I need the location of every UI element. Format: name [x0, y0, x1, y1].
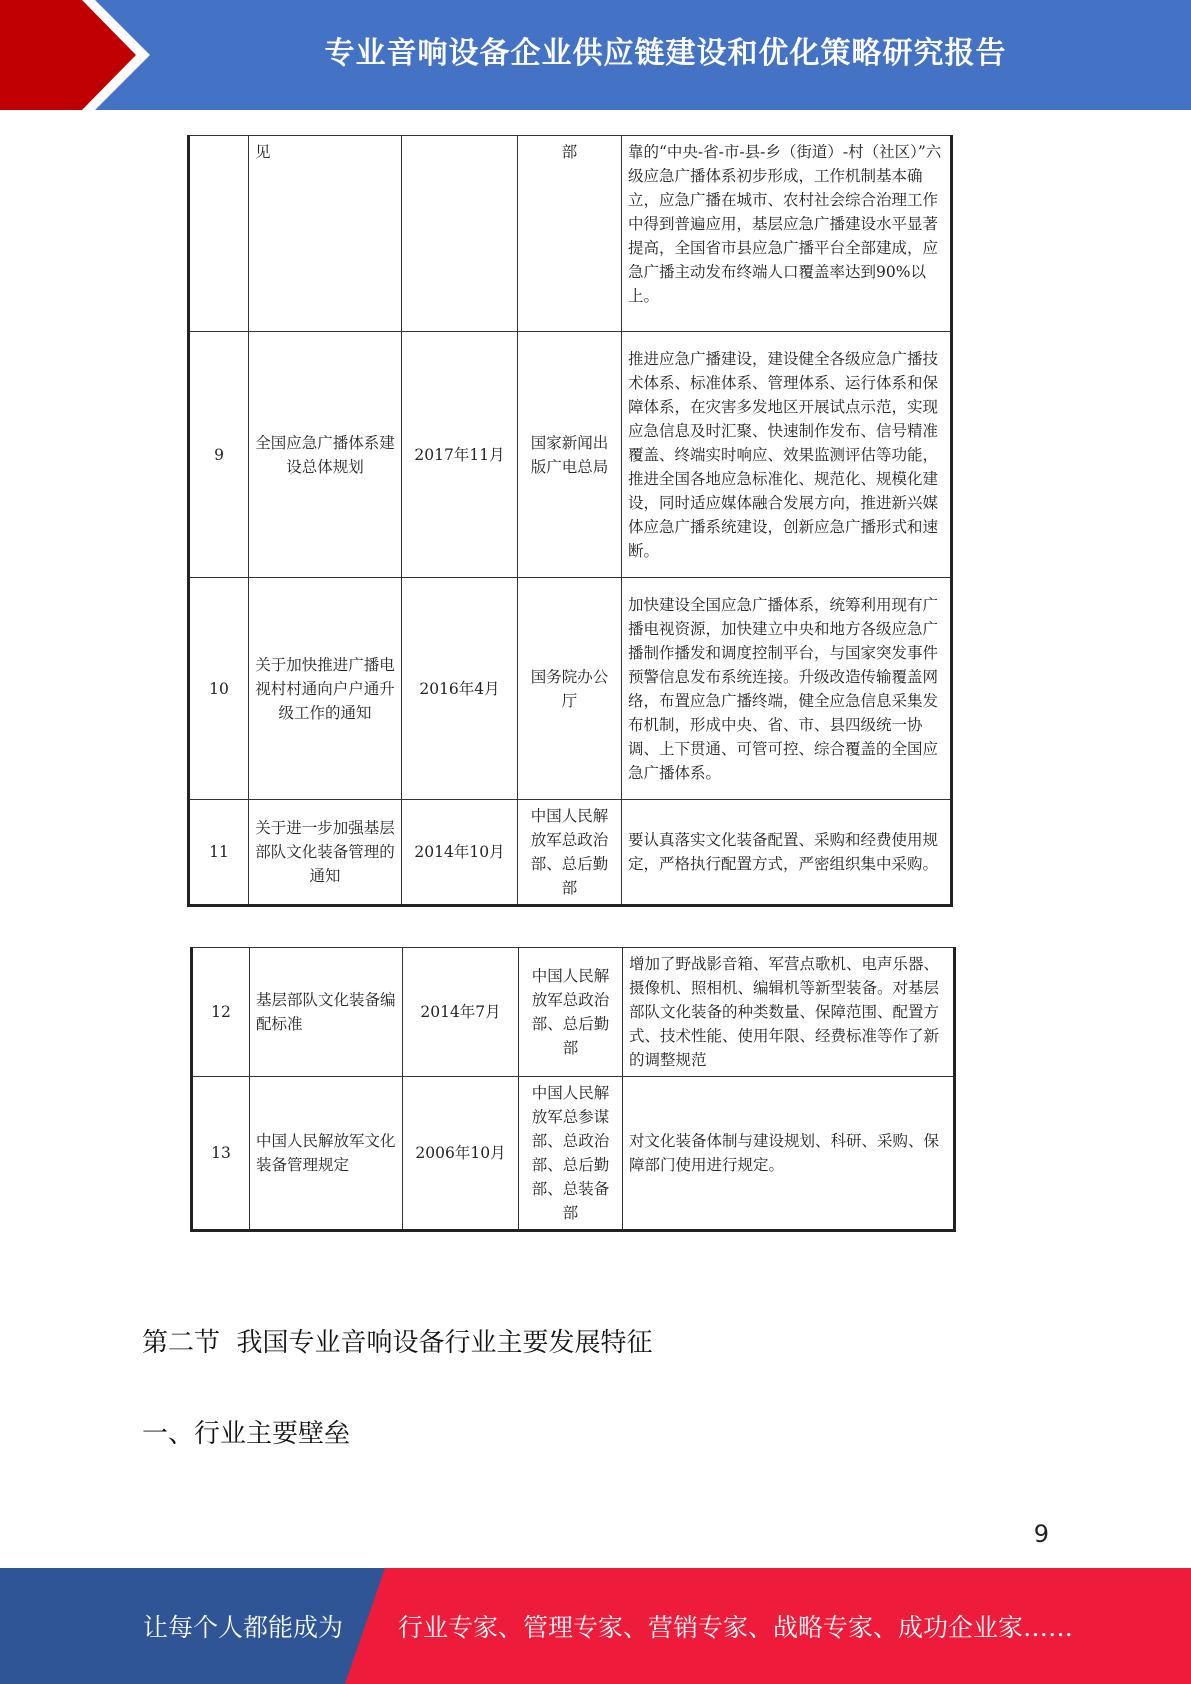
- policy-name: 全国应急广播体系建设总体规划: [249, 332, 402, 578]
- policy-name: 中国人民解放军文化装备管理规定: [250, 1077, 403, 1231]
- policy-table-part1: [187, 135, 953, 907]
- policy-date: 2014年7月: [403, 948, 519, 1077]
- footer-slogan-right: 行业专家、管理专家、营销专家、战略专家、成功企业家……: [398, 1613, 1074, 1642]
- policy-issuer: 国务院办公厅: [518, 578, 622, 800]
- footer-slogan-left: 让每个人都能成为: [143, 1613, 344, 1642]
- row-number: 11: [189, 800, 249, 906]
- page-number: 9: [1033, 1520, 1049, 1548]
- policy-date: 2016年4月: [402, 578, 518, 800]
- section-heading: 第二节 我国专业音响设备行业主要发展特征: [142, 1328, 653, 1358]
- policy-name: 关于加快推进广播电视村村通向户户通升级工作的通知: [249, 578, 402, 800]
- policy-date: 2014年10月: [402, 800, 518, 906]
- policy-issuer: 中国人民解放军总政治部、总后勤部: [519, 948, 623, 1077]
- policy-date: 2017年11月: [402, 332, 518, 578]
- policy-content: 增加了野战影音箱、军营点歌机、电声乐器、摄像机、照相机、编辑机等新型装备。对基层部队文化装备的种类数量、保障范围、配置方式、技术性能、使用年限、经费标准等作了新的调整规范: [623, 948, 955, 1077]
- table-row: [192, 948, 955, 1077]
- policy-issuer: 部: [518, 136, 622, 332]
- table-row: [189, 332, 952, 578]
- table-row: [189, 578, 952, 800]
- policy-name: 基层部队文化装备编配标准: [250, 948, 403, 1077]
- row-number: 10: [189, 578, 249, 800]
- table-row: [189, 800, 952, 906]
- policy-name: 见: [249, 136, 402, 332]
- row-number: 13: [192, 1077, 250, 1231]
- policy-content: 要认真落实文化装备配置、采购和经费使用规定，严格执行配置方式，严密组织集中采购。: [622, 800, 952, 906]
- table-row: [192, 1077, 955, 1231]
- policy-date: [402, 136, 518, 332]
- policy-issuer: 中国人民解放军总参谋部、总政治部、总后勤部、总装备部: [519, 1077, 623, 1231]
- policy-issuer: 中国人民解放军总政治部、总后勤部: [518, 800, 622, 906]
- page-footer: [0, 1568, 1191, 1684]
- policy-issuer: 国家新闻出版广电总局: [518, 332, 622, 578]
- policy-content: 推进应急广播建设，建设健全各级应急广播技术体系、标准体系、管理体系、运行体系和保障体系，在灾害多发地区开展试点示范，实现应急信息及时汇聚、快速制作发布、信号精准覆盖、终端实时响应、效果监测评估等功能，推进全国各地应急标准化、规范化、规模化建设，同时适应媒体融合发展方向，推进新兴媒体应急广播系统建设，创新应急广播形式和速断。: [622, 332, 952, 578]
- report-title: 专业音响设备企业供应链建设和优化策略研究报告: [324, 36, 1007, 71]
- row-number: 9: [189, 332, 249, 578]
- policy-date: 2006年10月: [403, 1077, 519, 1231]
- table-row: [189, 136, 952, 332]
- policy-content: 对文化装备体制与建设规划、科研、采购、保障部门使用进行规定。: [623, 1077, 955, 1231]
- policy-content: 加快建设全国应急广播体系，统筹利用现有广播电视资源，加快建立中央和地方各级应急广播制作播发和调度控制平台，与国家突发事件预警信息发布系统连接。升级改造传输覆盖网络，布置应急广播终端，健全应急信息采集发布机制，形成中央、省、市、县四级统一协调、上下贯通、可管可控、综合覆盖的全国应急广播体系。: [622, 578, 952, 800]
- policy-content: 靠的“中央-省-市-县-乡（街道）-村（社区）”六级应急广播体系初步形成，工作机制基本确立，应急广播在城市、农村社会综合治理工作中得到普遍应用，基层应急广播建设水平显著提高，全国省市县应急广播平台全部建成，应急广播主动发布终端人口覆盖率达到90%以上。: [622, 136, 952, 332]
- page-header: [0, 0, 1191, 110]
- row-number: 12: [192, 948, 250, 1077]
- policy-table-part2: [190, 947, 956, 1232]
- policy-name: 关于进一步加强基层部队文化装备管理的通知: [249, 800, 402, 906]
- row-number: [189, 136, 249, 332]
- subsection-heading: 一、行业主要壁垒: [142, 1419, 351, 1449]
